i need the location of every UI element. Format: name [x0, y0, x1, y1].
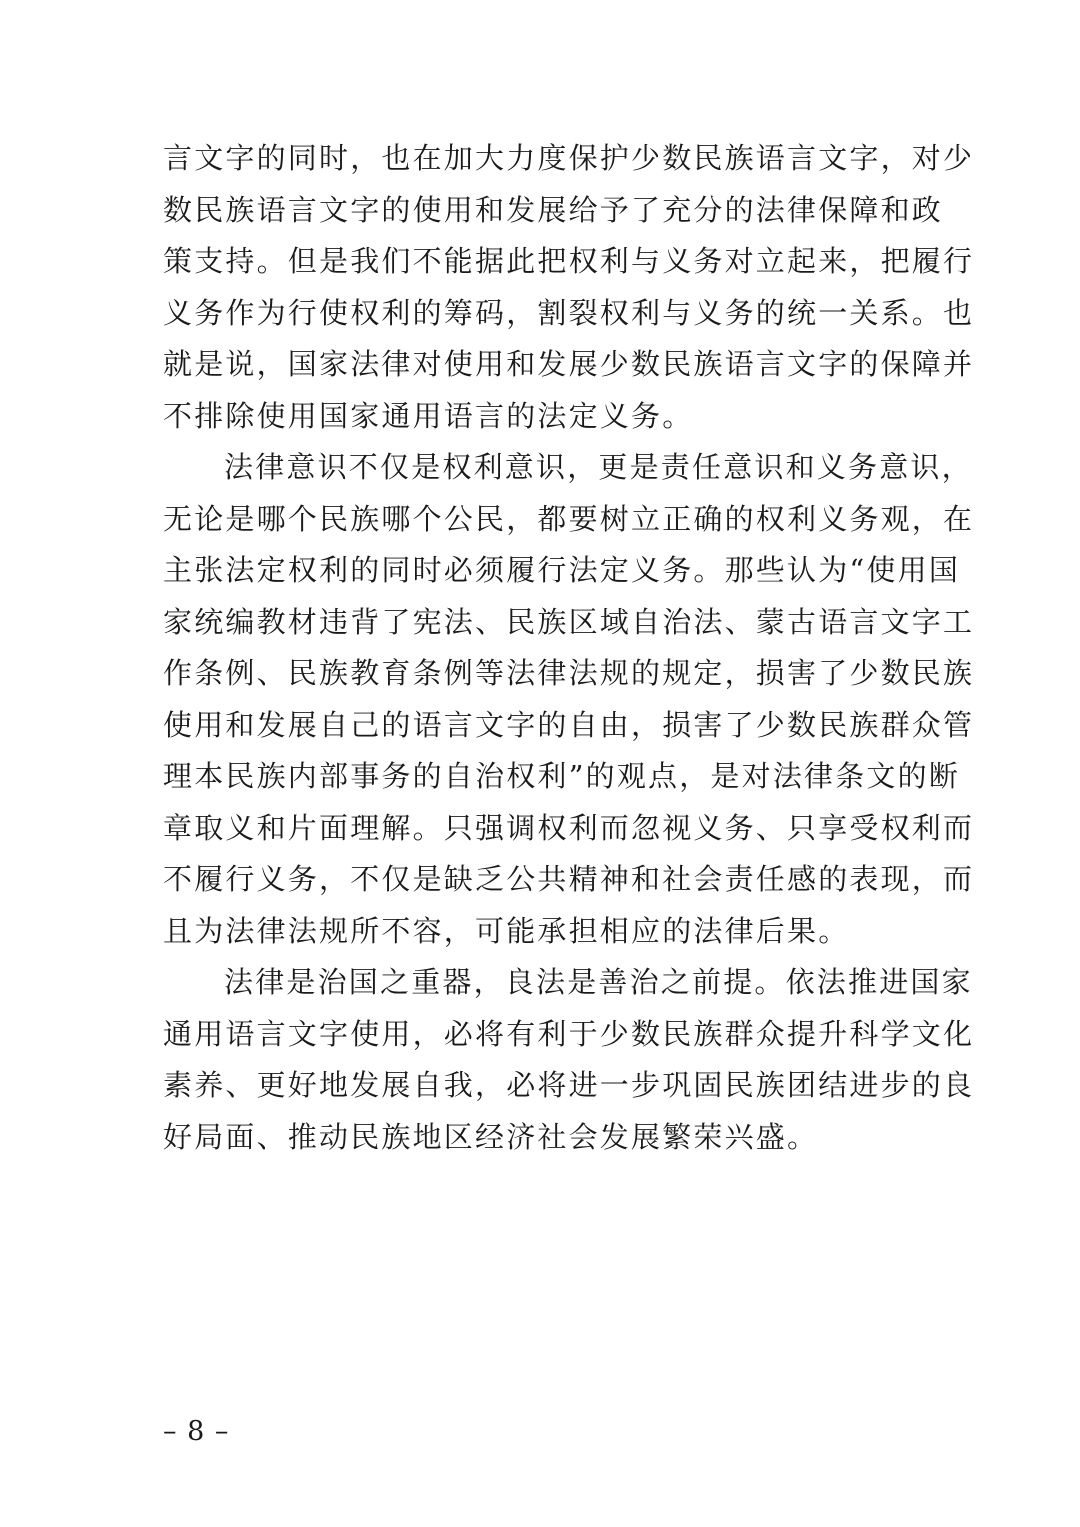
text-line: 言文字的同时，也在加大力度保护少数民族语言文字，对少	[163, 141, 975, 175]
text-line: 家统编教材违背了宪法、民族区域自治法、蒙古语言文字工	[163, 604, 975, 639]
text-line: 主张法定权利的同时必须履行法定义务。那些认为“使用国	[163, 553, 961, 587]
text-line: 通用语言文字使用，必将有利于少数民族群众提升科学文化	[163, 1016, 975, 1051]
text-line: 不排除使用国家通用语言的法定义务。	[163, 398, 694, 433]
text-line: 策支持。但是我们不能据此把权利与义务对立起来，把履行	[163, 244, 975, 278]
text-line: 法律意识不仅是权利意识，更是责任意识和义务意识，	[224, 450, 973, 484]
text-line: 无论是哪个民族哪个公民，都要树立正确的权利义务观，在	[163, 501, 975, 536]
text-line: 义务作为行使权利的筹码，割裂权利与义务的统一关系。也	[163, 295, 975, 330]
text-line: 法律是治国之重器，良法是善治之前提。依法推进国家	[224, 965, 973, 999]
text-line: 就是说，国家法律对使用和发展少数民族语言文字的保障并	[163, 347, 975, 381]
text-line: 素养、更好地发展自我，必将进一步巩固民族团结进步的良	[163, 1068, 975, 1102]
page-number: – 8 –	[163, 1416, 230, 1447]
text-line: 好局面、推动民族地区经济社会发展繁荣兴盛。	[163, 1119, 819, 1154]
body-text	[163, 133, 975, 1163]
text-line: 使用和发展自己的语言文字的自由，损害了少数民族群众管	[163, 707, 975, 742]
text-line: 理本民族内部事务的自治权利”的观点，是对法律条文的断	[163, 759, 961, 793]
text-line: 不履行义务，不仅是缺乏公共精神和社会责任感的表现，而	[163, 862, 975, 896]
text-line: 作条例、民族教育条例等法律法规的规定，损害了少数民族	[163, 656, 975, 690]
text-line: 数民族语言文字的使用和发展给予了充分的法律保障和政	[163, 192, 944, 227]
text-line: 且为法律法规所不容，可能承担相应的法律后果。	[163, 913, 850, 948]
text-line: 章取义和片面理解。只强调权利而忽视义务、只享受权利而	[163, 810, 975, 845]
